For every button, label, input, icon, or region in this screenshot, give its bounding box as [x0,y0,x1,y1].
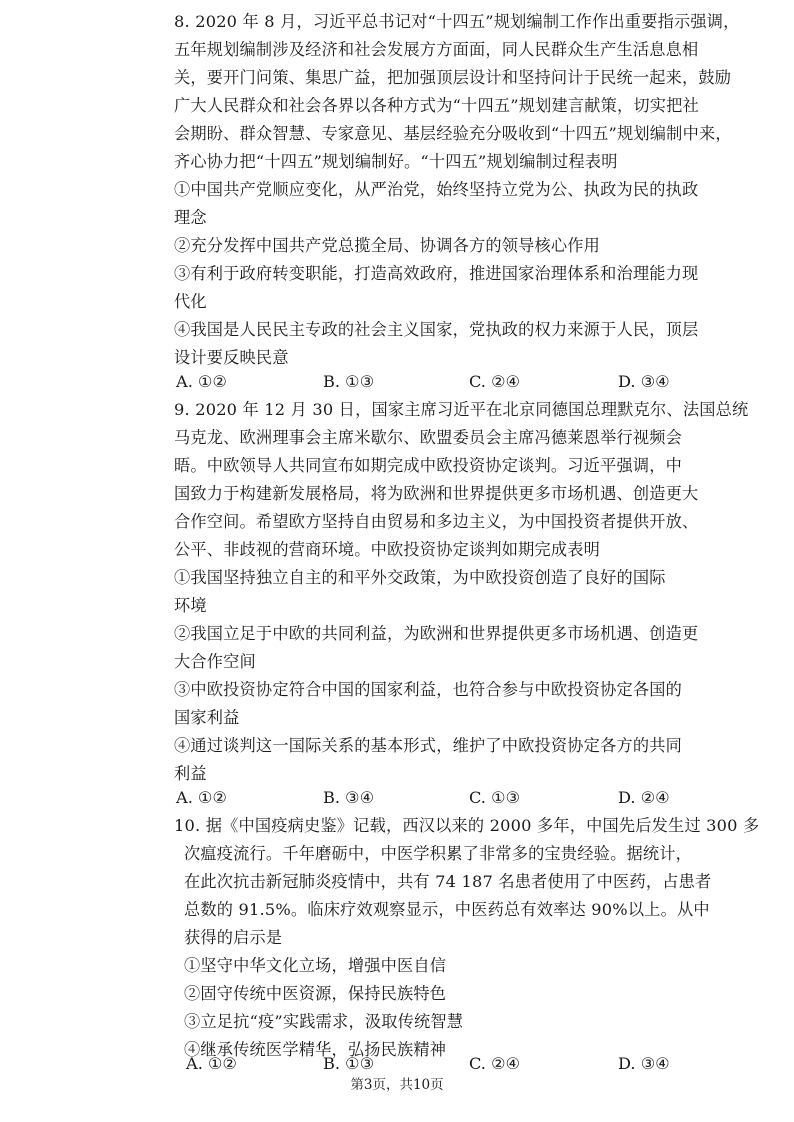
statement-item: ②固守传统中医资源，保持民族特色 [184,984,447,1003]
answer-option-c[interactable]: C. ①③ [469,788,521,807]
answer-option-a[interactable]: A. ①② [176,372,228,391]
question-stem-line: 8. 2020 年 8 月，习近平总书记对“十四五”规划编制工作作出重要指示强调， [174,12,740,31]
statement-item: ①中国共产党顺应变化，从严治党，始终坚持立党为公、执政为民的执政 [174,180,699,199]
question-stem-line: 齐心协力把“十四五”规划编制好。“十四五”规划编制过程表明 [174,152,618,171]
statement-item-cont: 设计要反映民意 [174,348,289,367]
page-number-footer: 第3页，共10页 [350,1077,444,1093]
question-stem-line: 晤。中欧领导人共同宣布如期完成中欧投资协定谈判。习近平强调，中 [174,456,683,475]
question-stem-line: 公平、非歧视的营商环境。中欧投资协定谈判如期完成表明 [174,540,601,559]
statement-item: ③立足抗“疫”实践需求，汲取传统智慧 [184,1012,464,1031]
answer-option-a[interactable]: A. ①② [176,788,228,807]
question-stem-line: 次瘟疫流行。千年磨砺中，中医学积累了非常多的宝贵经验。据统计， [184,844,693,863]
statement-item: ④继承传统医学精华，弘扬民族精神 [184,1040,447,1059]
question-stem-line: 10. 据《中国疫病史鉴》记载，西汉以来的 2000 多年，中国先后发生过 300 多 [174,816,760,835]
answer-option-c[interactable]: C. ②④ [469,372,521,391]
answer-option-d[interactable]: D. ②④ [618,788,670,807]
answer-option-b[interactable]: B. ③④ [323,788,375,807]
question-stem-line: 马克龙、欧洲理事会主席米歇尔、欧盟委员会主席冯德莱恩举行视频会 [174,428,683,447]
question-stem-line: 国致力于构建新发展格局，将为欧洲和世界提供更多市场机遇、创造更大 [174,484,699,503]
question-stem-line: 广大人民群众和社会各界以各种方式为“十四五”规划建言献策，切实把社 [174,96,699,115]
answer-option-d[interactable]: D. ③④ [618,372,670,391]
question-stem-line: 合作空间。希望欧方坚持自由贸易和多边主义，为中国投资者提供开放、 [174,512,699,531]
statement-item-cont: 利益 [174,764,207,783]
statement-item: ①坚守中华文化立场，增强中医自信 [184,956,447,975]
statement-item-cont: 国家利益 [174,708,240,727]
statement-item: ①我国坚持独立自主的和平外交政策，为中欧投资创造了良好的国际 [174,568,666,587]
question-stem-line: 五年规划编制涉及经济和社会发展方方面面，同人民群众生产生活息息相 [174,40,699,59]
statement-item: ④我国是人民民主专政的社会主义国家，党执政的权力来源于人民，顶层 [174,320,699,339]
statement-item-cont: 代化 [174,292,207,311]
answer-option-b[interactable]: B. ①③ [323,372,375,391]
statement-item-cont: 环境 [174,596,207,615]
question-stem-line: 在此次抗击新冠肺炎疫情中，共有 74 187 名患者使用了中医药，占患者 [184,872,712,891]
statement-item: ③有利于政府转变职能，打造高效政府，推进国家治理体系和治理能力现 [174,264,699,283]
answer-option-b[interactable]: B. ①③ [323,1054,375,1073]
answer-option-c[interactable]: C. ②④ [469,1054,521,1073]
statement-item: ③中欧投资协定符合中国的国家利益，也符合参与中欧投资协定各国的 [174,680,683,699]
question-stem-line: 总数的 91.5%。临床疗效观察显示，中医药总有效率达 90%以上。从中 [184,900,710,919]
question-stem-line: 关，要开门问策、集思广益，把加强顶层设计和坚持问计于民统一起来，鼓励 [174,68,732,87]
question-stem-line: 会期盼、群众智慧、专家意见、基层经验充分吸收到“十四五”规划编制中来， [174,124,732,143]
statement-item: ②充分发挥中国共产党总揽全局、协调各方的领导核心作用 [174,236,601,255]
statement-item: ②我国立足于中欧的共同利益，为欧洲和世界提供更多市场机遇、创造更 [174,624,699,643]
answer-option-a[interactable]: A. ①② [186,1054,238,1073]
statement-item: ④通过谈判这一国际关系的基本形式，维护了中欧投资协定各方的共同 [174,736,683,755]
statement-item-cont: 大合作空间 [174,652,256,671]
answer-option-d[interactable]: D. ③④ [618,1054,670,1073]
statement-item-cont: 理念 [174,208,207,227]
question-stem-line: 获得的启示是 [184,928,283,947]
question-stem-line: 9. 2020 年 12 月 30 日，国家主席习近平在北京同德国总理默克尔、法国总统 [174,400,749,419]
